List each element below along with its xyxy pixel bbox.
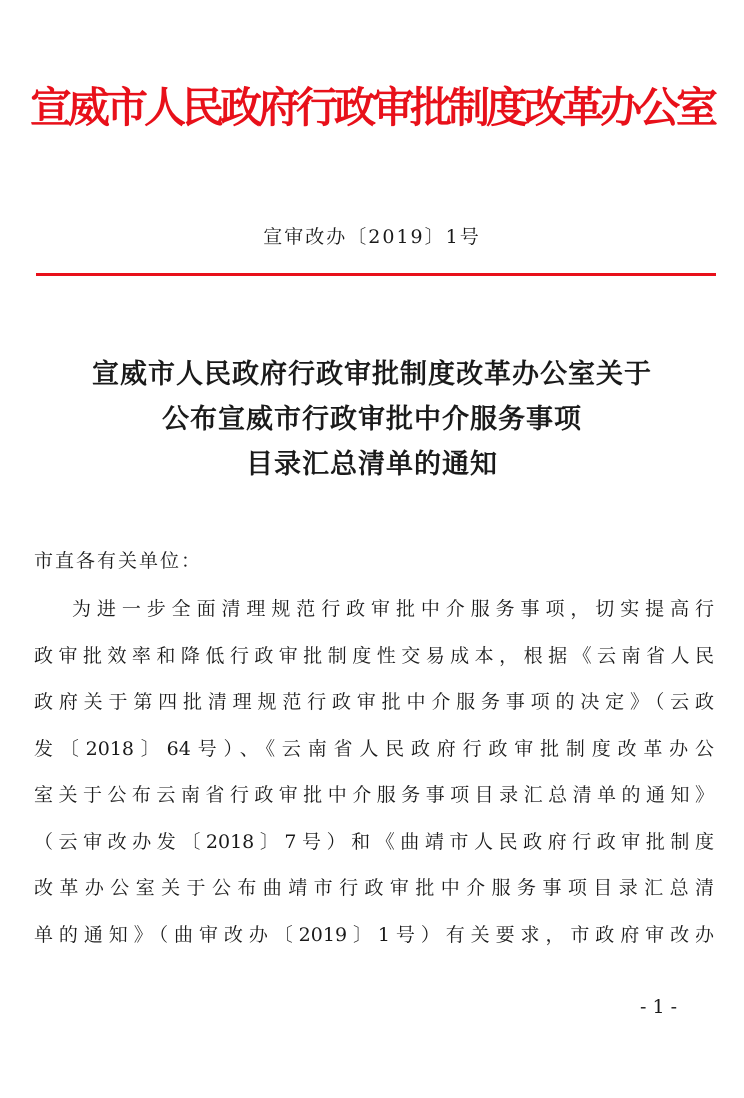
notice-title-line: 宣威市人民政府行政审批制度改革办公室关于 [92, 359, 652, 390]
body-line: 发〔2018〕64号）、《云南省人民政府行政审批制度改革办公 [34, 737, 714, 760]
notice-title-line: 公布宣威市行政审批中介服务事项 [162, 404, 582, 435]
notice-title-line: 目录汇总清单的通知 [246, 449, 498, 480]
body-line: （云审改办发〔2018〕7号）和《曲靖市人民政府行政审批制度 [34, 830, 714, 853]
page-number: - 1 - [640, 996, 678, 1018]
red-header-title: 宣威市人民政府行政审批制度改革办公室 [29, 83, 714, 132]
body-line: 室关于公布云南省行政审批中介服务事项目录汇总清单的通知》 [34, 784, 714, 806]
body-line: 为进一步全面清理规范行政审批中介服务事项，切实提高行 [72, 598, 714, 620]
body-line: 改革办公室关于公布曲靖市行政审批中介服务事项目录汇总清 [34, 877, 714, 899]
body-line: 政府关于第四批清理规范行政审批中介服务事项的决定》（云政 [34, 691, 714, 713]
salutation: 市直各有关单位： [34, 550, 203, 572]
document-number: 宣审改办〔2019〕1号 [263, 226, 481, 248]
body-line: 政审批效率和降低行政审批制度性交易成本，根据《云南省人民 [34, 644, 714, 667]
notice-title [0, 352, 744, 487]
body-line: 单的通知》（曲审改办〔2019〕1号）有关要求，市政府审改办 [34, 923, 714, 946]
red-divider-rule [36, 273, 716, 276]
body-paragraph [34, 586, 714, 958]
